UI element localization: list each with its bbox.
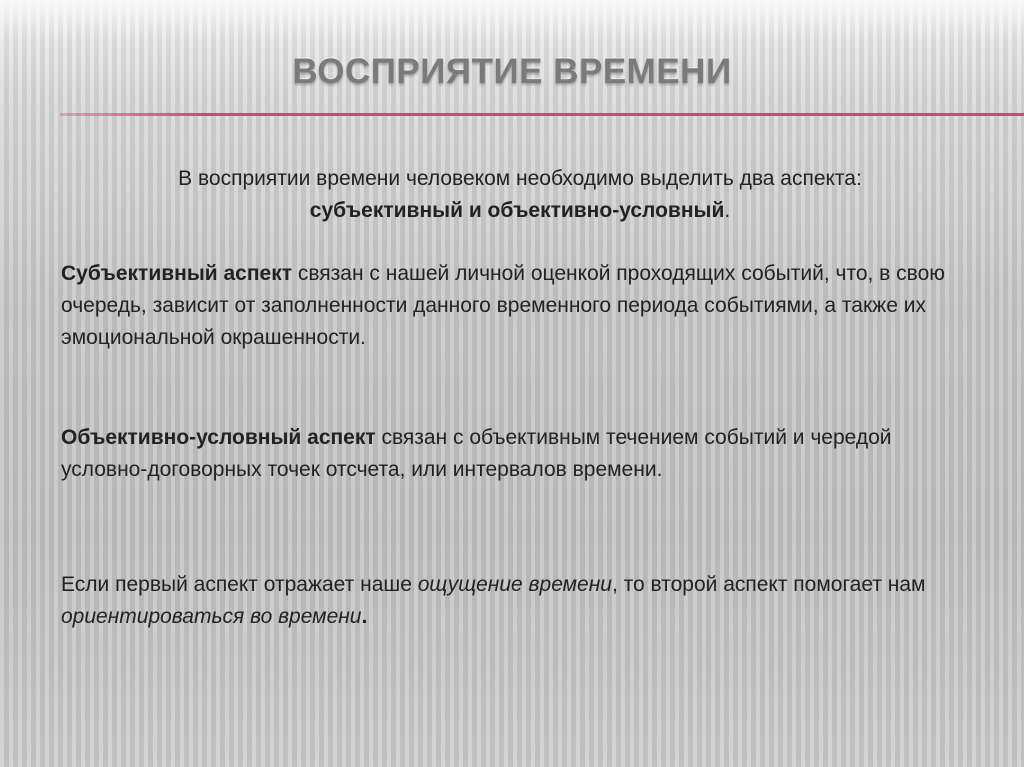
conclusion-paragraph: [61, 569, 961, 633]
conclusion-part2: , то второй аспект помогает нам: [611, 573, 926, 596]
conclusion-part1: Если первый аспект отражает наше: [61, 573, 418, 596]
intro-text: [80, 163, 960, 227]
top-band: [0, 0, 1024, 40]
intro-end: .: [724, 199, 731, 222]
objective-text: связан с объективным течением событий и чередой условно-договорных точек отсчета, или интервалов времени.: [61, 426, 892, 481]
conclusion-end: .: [361, 605, 368, 628]
intro-aspects: субъективный и объективно-условный: [309, 199, 725, 222]
subjective-heading: Субъективный аспект: [61, 262, 293, 285]
conclusion-italic2: ориентироваться во времени: [61, 605, 362, 628]
intro-line1: В восприятии времени человеком необходимо выделить два аспекта:: [178, 167, 862, 190]
subjective-text: связан с нашей личной оценкой проходящих событий, что, в свою очередь, зависит от заполненности данного временного периода событиями, а также их эмоциональной окрашенности.: [61, 262, 946, 349]
slide-title: ВОСПРИЯТИЕ ВРЕМЕНИ: [292, 52, 732, 91]
objective-heading: Объективно-условный аспект: [61, 426, 376, 449]
conclusion-italic1: ощущение времени: [417, 573, 612, 596]
subjective-paragraph: [61, 258, 961, 354]
objective-paragraph: [61, 422, 961, 486]
title-underline: [60, 113, 1024, 116]
